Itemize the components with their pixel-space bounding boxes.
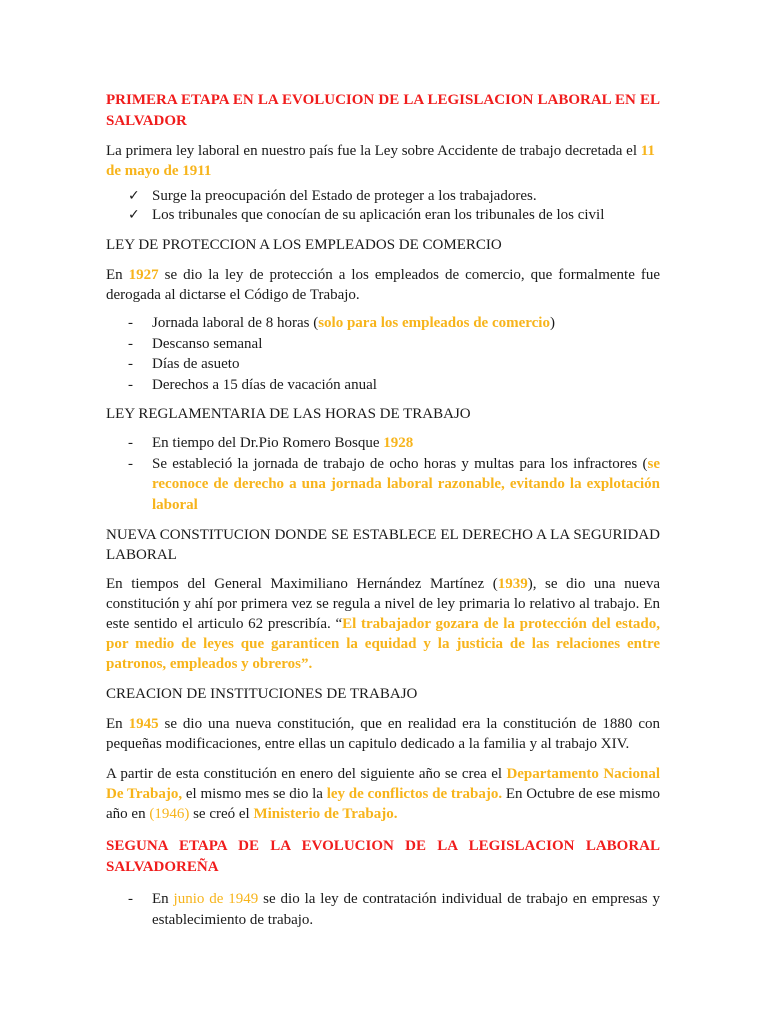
text: se dio la ley de protección a los empleados de comercio, que formalmente fue derogada al dictarse el Código de Trabajo.	[106, 267, 660, 303]
text: se dio la ley de contratación individual de trabajo en empresas y establecimiento de trabajo.	[152, 891, 660, 928]
highlight-year: 1945	[128, 716, 159, 732]
text: ), se dio una nueva constitución y ahí por primera vez se regula a nivel de ley primaria lo relativo al trabajo. En este sentido el articulo 62 prescribía. “	[106, 576, 660, 632]
highlight-date: junio de 1949	[173, 891, 259, 907]
list-item	[106, 354, 660, 375]
checkmark-list	[106, 187, 660, 225]
dash-bullet: -	[128, 435, 133, 451]
highlight-text: ley de conflictos de trabajo.	[326, 786, 503, 802]
list-item	[106, 187, 660, 206]
list-item-text: Descanso semanal	[152, 335, 263, 352]
heading-segunda-etapa: SEGUNA ETAPA DE LA EVOLUCION DE LA LEGISLACION LABORAL SALVADOREÑA	[106, 838, 660, 875]
highlight-text: se reconoce de derecho a una jornada laboral razonable, evitando la explotación laboral	[152, 455, 660, 513]
list-item-text: Días de asueto	[152, 356, 240, 372]
text: se creó el	[189, 806, 254, 822]
paragraph-primera-ley	[106, 141, 660, 181]
text: En tiempos del General Maximiliano Hernández Martínez (	[106, 576, 498, 592]
text: En tiempo del Dr.Pio Romero Bosque	[152, 435, 384, 451]
highlight-year: 1927	[128, 267, 159, 283]
checkmark-icon: ✓	[128, 207, 140, 223]
dash-list-horas	[106, 433, 660, 515]
section-title-instituciones: CREACION DE INSTITUCIONES DE TRABAJO	[106, 686, 418, 702]
heading-primera-etapa: PRIMERA ETAPA EN LA EVOLUCION DE LA LEGISLACION LABORAL EN EL SALVADOR	[106, 92, 660, 129]
dash-bullet: -	[128, 455, 133, 472]
highlight-text: Ministerio de Trabajo.	[253, 806, 398, 822]
text: el mismo mes se dio la	[182, 786, 327, 802]
text: A partir de esta constitución en enero del siguiente año se crea el	[106, 766, 507, 782]
text: En Octubre de ese mismo año en	[106, 786, 660, 822]
list-item	[106, 206, 660, 225]
text: En	[152, 891, 174, 907]
highlight-year: 1928	[383, 435, 414, 451]
text: En	[106, 267, 129, 283]
list-item-text: Surge la preocupación del Estado de proteger a los trabajadores.	[152, 188, 537, 204]
text: Jornada laboral de 8 horas (	[152, 315, 319, 331]
list-item-text: Los tribunales que conocían de su aplicación eran los tribunales de los civil	[152, 207, 605, 223]
highlight-year: (1946)	[149, 806, 190, 822]
section-title-nueva-constitucion: NUEVA CONSTITUCION DONDE SE ESTABLECE EL DERECHO A LA SEGURIDAD LABORAL	[106, 527, 660, 563]
dash-bullet: -	[128, 376, 133, 393]
section-title-horas-trabajo: LEY REGLAMENTARIA DE LAS HORAS DE TRABAJO	[106, 406, 471, 422]
list-item	[106, 375, 660, 396]
highlight-date: 11 de mayo de 1911	[106, 143, 655, 179]
highlight-quote: El trabajador gozara de la protección del estado, por medio de leyes que garanticen la equidad y la justicia de las relaciones entre patronos, empleados y obreros”.	[106, 616, 660, 672]
section-title-empleados-comercio: LEY DE PROTECCION A LOS EMPLEADOS DE COMERCIO	[106, 237, 502, 253]
list-item	[106, 334, 660, 355]
list-item	[106, 433, 660, 454]
dash-list-comercio	[106, 313, 660, 395]
paragraph-1945	[106, 714, 660, 754]
text: se dio una nueva constitución, que en realidad era la constitución de 1880 con pequeñas modificaciones, entre ellas un capitulo dedicado a la familia y al trabajo XIV.	[106, 716, 660, 752]
text: )	[549, 315, 555, 331]
dash-bullet: -	[128, 315, 133, 331]
highlight-year: 1939	[497, 576, 528, 592]
highlight-text: solo para los empleados de comercio	[318, 315, 550, 331]
list-item	[106, 454, 660, 516]
paragraph-1927	[106, 265, 660, 305]
text: Se estableció la jornada de trabajo de ocho horas y multas para los infractores (	[152, 455, 648, 472]
text: En	[106, 716, 129, 732]
text: La primera ley laboral en nuestro país fue la Ley sobre Accidente de trabajo decretada el	[106, 143, 641, 159]
checkmark-icon: ✓	[128, 188, 140, 204]
dash-bullet: -	[128, 356, 133, 372]
list-item	[106, 313, 660, 334]
paragraph-1939	[106, 574, 660, 674]
dash-bullet: -	[128, 335, 133, 352]
paragraph-departamento	[106, 764, 660, 824]
highlight-text: Departamento Nacional De Trabajo,	[106, 766, 660, 802]
document-body	[106, 90, 660, 930]
dash-bullet: -	[128, 891, 133, 907]
list-item	[106, 889, 660, 930]
dash-list-1949	[106, 889, 660, 930]
list-item-text: Derechos a 15 días de vacación anual	[152, 376, 377, 393]
